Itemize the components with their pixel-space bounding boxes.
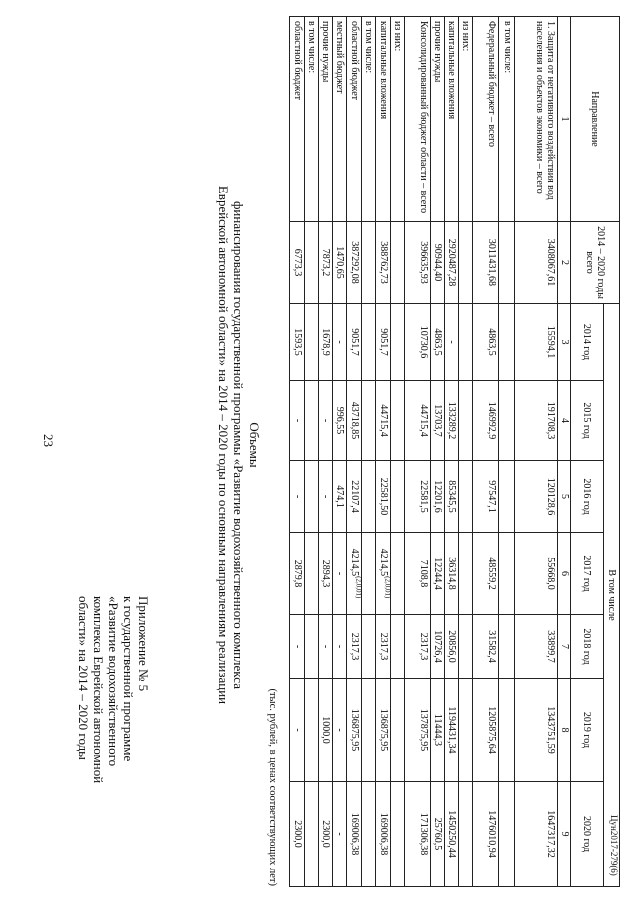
row-label: Федеральный бюджет – всего xyxy=(473,17,499,222)
value-cell xyxy=(290,679,305,782)
value-cell xyxy=(445,222,459,304)
header-year: 2014 год xyxy=(571,304,604,381)
value-cell xyxy=(473,461,499,533)
unit-note: (тыс. рублей, в ценах соответствующих лет) xyxy=(267,688,278,886)
value-cell xyxy=(290,461,305,533)
value-cell xyxy=(305,782,319,887)
cell-value: - xyxy=(334,728,345,732)
value-cell xyxy=(459,782,473,887)
header-year: 2016 год xyxy=(571,461,604,533)
value-cell xyxy=(376,381,391,461)
appendix-line: Приложение № 5 xyxy=(136,596,151,692)
financing-table xyxy=(289,16,620,887)
cell-value: - xyxy=(320,644,331,649)
value-cell xyxy=(362,782,376,887)
value-cell xyxy=(347,304,362,381)
value-cell xyxy=(459,615,473,679)
value-cell xyxy=(499,533,515,615)
value-cell xyxy=(405,533,431,615)
value-cell xyxy=(305,615,319,679)
cell-value: 7108,8 xyxy=(418,559,429,588)
cell-value: 22581,50 xyxy=(378,477,389,516)
value-cell xyxy=(499,222,515,304)
cell-value: - xyxy=(292,644,303,649)
value-cell xyxy=(431,782,445,887)
value-cell xyxy=(473,304,499,381)
value-cell xyxy=(405,304,431,381)
cell-value: 31582,4 xyxy=(486,630,497,663)
row-label: областной бюджет xyxy=(347,17,362,222)
appendix-line: к государственной программе xyxy=(121,596,136,762)
value-cell xyxy=(459,304,473,381)
table-row xyxy=(459,17,473,887)
table-row xyxy=(347,17,362,887)
cell-value: 4863,5 xyxy=(432,328,443,356)
page-number: 23 xyxy=(41,434,56,447)
cell-value: 1194431,34 xyxy=(446,706,457,754)
value-cell xyxy=(499,615,515,679)
cell-value: 169006,38 xyxy=(349,812,360,856)
cell-value: 9051,7 xyxy=(349,328,360,356)
value-cell xyxy=(290,222,305,304)
value-cell xyxy=(362,679,376,782)
value-cell xyxy=(305,304,319,381)
row-label: местный бюджет xyxy=(333,17,347,222)
value-cell xyxy=(362,381,376,461)
value-cell xyxy=(515,222,558,304)
cell-value: 44715,4 xyxy=(418,404,429,437)
value-cell xyxy=(405,461,431,533)
column-index: 7 xyxy=(558,615,571,679)
value-cell xyxy=(499,782,515,887)
cell-value: - xyxy=(320,494,331,499)
cell-value: 20856,0 xyxy=(446,630,457,663)
cell-value: 1593,5 xyxy=(292,328,303,356)
row-label: в том числе: xyxy=(305,17,319,222)
value-cell xyxy=(391,381,405,461)
value-cell xyxy=(515,782,558,887)
value-cell xyxy=(445,381,459,461)
value-cell xyxy=(290,304,305,381)
table-row xyxy=(319,17,333,887)
value-cell xyxy=(347,381,362,461)
value-cell xyxy=(431,461,445,533)
cell-value: 387292,08 xyxy=(349,241,360,284)
value-cell xyxy=(333,679,347,782)
value-cell xyxy=(473,222,499,304)
value-cell xyxy=(362,615,376,679)
value-cell xyxy=(459,679,473,782)
cell-value: 2300,0 xyxy=(320,820,331,848)
title-line: Объемы xyxy=(247,422,262,468)
row-label: прочие нужды xyxy=(431,17,445,222)
value-cell xyxy=(347,461,362,533)
value-cell xyxy=(305,381,319,461)
header-year: 2015 год xyxy=(571,381,604,461)
value-cell xyxy=(305,533,319,615)
value-cell xyxy=(333,381,347,461)
cell-value: 7873,2 xyxy=(320,248,331,277)
cell-value: 474,1 xyxy=(334,485,345,508)
value-cell xyxy=(347,222,362,304)
cell-value: 22107,4 xyxy=(349,480,360,513)
row-label: капитальные вложения xyxy=(445,17,459,222)
value-cell xyxy=(376,533,391,615)
cell-value: 1470,65 xyxy=(334,246,345,279)
value-cell xyxy=(305,461,319,533)
cell-value: 12201,6 xyxy=(432,480,443,513)
header-total: 2014 – 2020 годы всего xyxy=(571,222,620,304)
row-label: 1. Защита от негативного воздействия вод населения и объектов экономики – всего xyxy=(515,17,558,222)
value-cell xyxy=(347,615,362,679)
value-cell xyxy=(515,615,558,679)
row-label: из них: xyxy=(391,17,405,222)
value-cell xyxy=(376,461,391,533)
cell-value: 1343751,59 xyxy=(545,706,556,754)
value-cell xyxy=(376,782,391,887)
cell-value: 2920487,28 xyxy=(446,238,457,287)
cell-value: - xyxy=(334,571,345,576)
value-cell xyxy=(405,222,431,304)
cell-value: 136875,95 xyxy=(349,708,360,752)
table-row xyxy=(515,17,558,887)
value-cell xyxy=(515,304,558,381)
header-year: 2018 год xyxy=(571,615,604,679)
cell-value: 4863,5 xyxy=(486,328,497,356)
cell-value: 1450250,44 xyxy=(446,810,457,858)
cell-value: 2894,3 xyxy=(320,559,331,588)
column-index: 4 xyxy=(558,381,571,461)
column-index: 5 xyxy=(558,461,571,533)
value-cell xyxy=(431,381,445,461)
cell-value: 43718,85 xyxy=(349,401,360,440)
column-index: 9 xyxy=(558,782,571,887)
cell-value: 15594,1 xyxy=(545,325,556,359)
value-cell xyxy=(391,533,405,615)
row-label: капитальные вложения xyxy=(376,17,391,222)
value-cell xyxy=(333,222,347,304)
value-cell xyxy=(473,782,499,887)
cell-value: 2317,3 xyxy=(418,632,429,661)
value-cell xyxy=(290,533,305,615)
value-cell xyxy=(431,679,445,782)
value-cell xyxy=(499,381,515,461)
value-cell xyxy=(515,461,558,533)
value-cell xyxy=(499,679,515,782)
cell-value: 4214,5 xyxy=(349,548,360,577)
cell-value: 25760,5 xyxy=(432,817,443,851)
table-row xyxy=(362,17,376,887)
cell-value: 2317,3 xyxy=(378,632,389,661)
row-label: Консолидированный бюджет области – всего xyxy=(405,17,431,222)
value-cell xyxy=(391,222,405,304)
column-index: 3 xyxy=(558,304,571,381)
cell-value: 48559,2 xyxy=(486,557,497,590)
value-cell xyxy=(319,533,333,615)
value-cell xyxy=(431,533,445,615)
row-label: прочие нужды xyxy=(319,17,333,222)
value-cell xyxy=(515,533,558,615)
cell-value: 85345,5 xyxy=(446,480,457,513)
cell-value: 10730,6 xyxy=(418,325,429,359)
table-row xyxy=(305,17,319,887)
value-cell xyxy=(290,615,305,679)
value-cell xyxy=(431,222,445,304)
cell-value: 3011431,68 xyxy=(486,238,497,287)
cell-value: - xyxy=(446,340,457,344)
cell-value: 13703,7 xyxy=(432,404,443,437)
column-index: 6 xyxy=(558,533,571,615)
title-line: Еврейской автономной области» на 2014 – 2020 годы по основным направлениям реализации xyxy=(216,185,231,705)
cell-value: 55668,0 xyxy=(545,557,556,590)
cell-value: 136875,95 xyxy=(378,708,389,752)
table-row xyxy=(431,17,445,887)
value-cell xyxy=(362,222,376,304)
value-cell xyxy=(459,381,473,461)
value-cell xyxy=(376,222,391,304)
value-cell xyxy=(319,304,333,381)
cell-value: - xyxy=(292,728,303,732)
table-row xyxy=(376,17,391,887)
cell-value: 191708,3 xyxy=(545,401,556,440)
cell-value: 388762,73 xyxy=(378,241,389,284)
table-row xyxy=(445,17,459,887)
cell-footnote-mark: (2,0,01) xyxy=(354,576,363,599)
row-label: из них: xyxy=(459,17,473,222)
value-cell xyxy=(445,533,459,615)
cell-value: 1678,9 xyxy=(320,328,331,356)
value-cell xyxy=(290,381,305,461)
appendix-line: комплекса Еврейской автономной xyxy=(91,596,106,784)
value-cell xyxy=(391,679,405,782)
cell-value: 22581,5 xyxy=(418,480,429,513)
cell-value: 12244,4 xyxy=(432,557,443,590)
cell-value: 2317,3 xyxy=(349,632,360,661)
value-cell xyxy=(362,304,376,381)
value-cell xyxy=(333,461,347,533)
cell-value: 996,55 xyxy=(334,406,345,435)
value-cell xyxy=(459,533,473,615)
appendix-line: «Развитие водохозяйственного xyxy=(106,596,121,767)
cell-value: 44715,4 xyxy=(378,404,389,437)
value-cell xyxy=(473,533,499,615)
cell-value: - xyxy=(334,832,345,836)
table-row xyxy=(473,17,499,887)
column-index: 1 xyxy=(558,17,571,222)
cell-value: 137875,95 xyxy=(418,708,429,752)
cell-value: 1205875,64 xyxy=(486,706,497,754)
header-year: 2019 год xyxy=(571,679,604,782)
value-cell xyxy=(347,679,362,782)
value-cell xyxy=(405,615,431,679)
value-cell xyxy=(515,679,558,782)
value-cell xyxy=(319,381,333,461)
cell-value: 90944,40 xyxy=(432,243,443,282)
value-cell xyxy=(333,615,347,679)
value-cell xyxy=(376,304,391,381)
cell-value: 1000,0 xyxy=(320,716,331,744)
cell-value: 1647317,32 xyxy=(545,810,556,858)
value-cell xyxy=(405,381,431,461)
cell-value: - xyxy=(320,418,331,423)
value-cell xyxy=(445,304,459,381)
value-cell xyxy=(391,461,405,533)
value-cell xyxy=(319,222,333,304)
value-cell xyxy=(391,304,405,381)
row-label: в том числе: xyxy=(499,17,515,222)
value-cell xyxy=(376,679,391,782)
value-cell xyxy=(515,381,558,461)
value-cell xyxy=(319,782,333,887)
value-cell xyxy=(305,679,319,782)
cell-value: 2879,8 xyxy=(292,559,303,588)
cell-value: - xyxy=(292,494,303,499)
value-cell xyxy=(473,679,499,782)
cell-footnote-mark: (2,0,01) xyxy=(383,576,392,599)
header-including: В том числе xyxy=(604,304,620,887)
table-row xyxy=(290,17,305,887)
value-cell xyxy=(391,782,405,887)
header-direction: Направление xyxy=(571,17,620,222)
column-index: 8 xyxy=(558,679,571,782)
value-cell xyxy=(305,222,319,304)
value-cell xyxy=(445,461,459,533)
value-cell xyxy=(333,304,347,381)
value-cell xyxy=(319,615,333,679)
cell-value: 396635,93 xyxy=(418,241,429,284)
value-cell xyxy=(459,222,473,304)
header-year: 2020 год xyxy=(571,782,604,887)
cell-value: 3408067,61 xyxy=(545,238,556,287)
value-cell xyxy=(445,679,459,782)
table-row xyxy=(405,17,431,887)
row-label: в том числе: xyxy=(362,17,376,222)
appendix-line: области» на 2014 – 2020 годы xyxy=(76,596,91,760)
cell-value: - xyxy=(292,418,303,423)
row-label: областной бюджет xyxy=(290,17,305,222)
column-index: 2 xyxy=(558,222,571,304)
value-cell xyxy=(319,461,333,533)
cell-value: - xyxy=(334,340,345,344)
value-cell xyxy=(445,615,459,679)
cell-value: 2300,0 xyxy=(292,820,303,848)
cell-value: 4214,5 xyxy=(378,548,389,577)
table-row xyxy=(333,17,347,887)
value-cell xyxy=(376,615,391,679)
cell-value: 169006,38 xyxy=(378,812,389,856)
cell-value: 1476010,94 xyxy=(486,810,497,858)
value-cell xyxy=(499,461,515,533)
value-cell xyxy=(431,615,445,679)
appendix-block xyxy=(76,596,151,886)
value-cell xyxy=(362,461,376,533)
cell-value: 133289,2 xyxy=(446,401,457,440)
value-cell xyxy=(347,782,362,887)
value-cell xyxy=(431,304,445,381)
cell-value: 36314,8 xyxy=(446,557,457,590)
cell-value: 33899,7 xyxy=(545,630,556,663)
value-cell xyxy=(290,782,305,887)
value-cell xyxy=(362,533,376,615)
cell-value: 171306,38 xyxy=(418,812,429,856)
title-line: финансирования государственной программы «Развитие водохозяйственного комплекса xyxy=(231,201,247,689)
value-cell xyxy=(347,533,362,615)
value-cell xyxy=(333,533,347,615)
value-cell xyxy=(499,304,515,381)
value-cell xyxy=(405,782,431,887)
table-row xyxy=(499,17,515,887)
cell-value: 11444,3 xyxy=(432,713,443,747)
cell-value: 9051,7 xyxy=(378,328,389,356)
value-cell xyxy=(333,782,347,887)
cell-value: 120128,6 xyxy=(545,477,556,516)
value-cell xyxy=(459,461,473,533)
cell-value: 146992,9 xyxy=(486,401,497,440)
document-title xyxy=(216,185,263,705)
table-row xyxy=(391,17,405,887)
value-cell xyxy=(445,782,459,887)
document-code: Цун2017-279(6) xyxy=(609,815,619,876)
cell-value: 97547,1 xyxy=(486,480,497,513)
cell-value: 10726,4 xyxy=(432,630,443,663)
value-cell xyxy=(405,679,431,782)
cell-value: 6773,3 xyxy=(292,248,303,277)
value-cell xyxy=(473,381,499,461)
header-year: 2017 год xyxy=(571,533,604,615)
cell-value: - xyxy=(334,644,345,649)
value-cell xyxy=(473,615,499,679)
value-cell xyxy=(319,679,333,782)
value-cell xyxy=(391,615,405,679)
